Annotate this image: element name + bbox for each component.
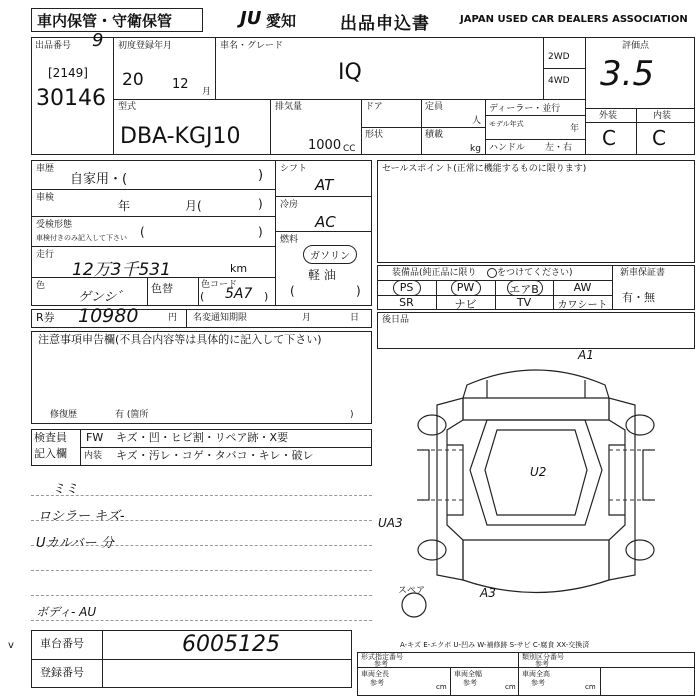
equip-ps: PS xyxy=(399,281,414,294)
inspection-close: ) xyxy=(258,197,263,211)
sales-point-box xyxy=(377,160,695,263)
capacity-label: 定員 xyxy=(425,102,444,112)
repair-label: 修復歴 xyxy=(50,410,78,420)
notes-label: 注意事項申告欄(不具合内容等は具体的に記入して下さい) xyxy=(38,333,322,346)
repair-close: ) xyxy=(350,410,354,420)
height-label: 車両全高 xyxy=(522,670,550,678)
receive-note: 車検付きのみ記入して下さい xyxy=(36,234,127,242)
deadline-month: 月 xyxy=(302,313,312,323)
shape-label: 形状 xyxy=(365,130,384,140)
repair-value: 有 (箇所 xyxy=(115,410,149,420)
load-unit: kg xyxy=(470,144,481,154)
recycle-value: 10980 xyxy=(78,305,139,327)
inspector-fw: FW xyxy=(86,431,104,444)
door-label: ドア xyxy=(365,102,383,112)
length-label: 車両全長 xyxy=(361,670,389,678)
lot-hand-mark: 9 xyxy=(92,30,104,51)
ju-logo: JU xyxy=(240,8,262,29)
color-code-close: ) xyxy=(264,290,269,303)
color-label: 色 xyxy=(36,281,46,291)
equip-circle-pw xyxy=(451,280,481,296)
mileage-unit: km xyxy=(230,262,248,275)
equipment-label-end: をつけてください) xyxy=(497,268,573,278)
sales-point-label: セールスポイント(正常に機能するものに限ります) xyxy=(382,164,587,174)
receive-label: 受検形態 xyxy=(36,220,73,230)
color-value: ゲンシ゛ xyxy=(78,290,130,305)
equip-navi: ナビ xyxy=(454,298,477,311)
damage-mark-u2: U2 xyxy=(530,465,547,479)
exterior-label: 外装 xyxy=(599,111,618,121)
fuel-label: 燃料 xyxy=(280,235,299,245)
equip-circle-ps xyxy=(393,280,421,296)
inspector-int-items: キズ・汚レ・コゲ・タバコ・キレ・破レ xyxy=(116,449,314,462)
fuel-close: ) xyxy=(356,284,361,298)
after-items-box xyxy=(377,312,695,349)
handle-label: ハンドル xyxy=(489,143,526,153)
warranty-label: 新車保証書 xyxy=(620,268,666,278)
mileage-value: 12万3千531 xyxy=(72,260,171,280)
registration-label: 初度登録年月 xyxy=(118,41,173,51)
model-year-unit: 年 xyxy=(570,124,580,134)
damage-mark-a3: A3 xyxy=(480,586,496,600)
width-ref: 参考 xyxy=(463,679,477,687)
interior-label: 内装 xyxy=(653,111,672,121)
equipment-label: 装備品(純正品に限り xyxy=(392,268,477,278)
height-ref: 参考 xyxy=(531,679,545,687)
length-ref: 参考 xyxy=(370,679,384,687)
drive-4wd: 4WD xyxy=(548,76,570,86)
color-change-label: 色替 xyxy=(151,282,173,295)
history-close: ) xyxy=(258,168,264,183)
model-label: 型式 xyxy=(118,102,137,112)
width-label: 車両全幅 xyxy=(454,670,482,678)
equip-sr: SR xyxy=(399,296,414,309)
width-unit: cm xyxy=(505,683,516,691)
lot-number: 30146 xyxy=(36,86,106,111)
deadline-day: 日 xyxy=(350,313,360,323)
length-unit: cm xyxy=(436,683,447,691)
displacement-value: 1000 xyxy=(308,138,342,153)
mileage-label: 走行 xyxy=(36,250,55,260)
inspector-note-2: ロシラー キズ- xyxy=(38,509,125,524)
warranty-options: 有・無 xyxy=(622,291,655,304)
model-year-label: モデル年式 xyxy=(489,120,524,128)
inspection-year: 年 xyxy=(118,199,131,213)
history-label: 車歴 xyxy=(36,164,55,174)
interior-value: C xyxy=(652,126,666,150)
inspector-note-3: Uカルバー 分 xyxy=(36,536,114,551)
chassis-tick: v xyxy=(8,640,14,651)
color-code-value: 5A7 xyxy=(225,286,253,302)
equipment-circle-sample xyxy=(487,268,497,278)
inspection-month: 月( xyxy=(185,199,202,213)
history-value: 自家用・( xyxy=(70,172,128,187)
height-unit: cm xyxy=(585,683,596,691)
inspector-label-2: 記入欄 xyxy=(34,447,67,460)
association-english: JAPAN USED CAR DEALERS ASSOCIATION xyxy=(460,14,688,25)
inspector-ext-items: キズ・凹・ヒビ割・リペア跡・X要 xyxy=(116,431,289,444)
equip-pw: PW xyxy=(456,281,475,294)
spare-label: スペア xyxy=(398,586,426,596)
association-name: 愛知 xyxy=(266,12,297,30)
category-label: 類別区分番号 xyxy=(522,653,564,661)
inspector-int: 内装 xyxy=(84,451,103,461)
damage-mark-ua3: UA3 xyxy=(378,516,403,530)
drive-2wd: 2WD xyxy=(548,52,570,62)
receive-close: ) xyxy=(258,225,263,239)
equip-leather: カワシート xyxy=(557,300,608,311)
equip-tv: TV xyxy=(516,296,532,309)
aircon-label: 冷房 xyxy=(280,200,299,210)
equip-airbag: エアB xyxy=(509,283,539,296)
grade-label: 評価点 xyxy=(622,41,650,51)
registration-number-label: 登録番号 xyxy=(40,666,84,679)
lot-tag: [2149] xyxy=(48,66,88,80)
recycle-unit: 円 xyxy=(168,313,178,323)
fuel-circled: ガソリン xyxy=(303,245,357,264)
damage-mark-a1: A1 xyxy=(578,348,594,362)
designation-label: 形式指定番号 xyxy=(361,653,403,661)
grade-value: 3.5 xyxy=(600,54,655,94)
color-code-open: ( xyxy=(200,290,205,303)
lot-number-label: 出品番号 xyxy=(35,41,72,51)
damage-legend: A-キズ E-エクボ U-凹み W-補修跡 S-サビ C-腐食 XX-交換済 xyxy=(400,641,590,649)
registration-year: 20 xyxy=(122,70,144,90)
form-title: 出品申込書 xyxy=(340,14,430,34)
car-name-value: IQ xyxy=(338,60,362,85)
inspector-note-4: ボディ- AU xyxy=(36,605,97,619)
category-ref: 参考 xyxy=(535,660,549,668)
inspector-note-1: ミミ xyxy=(52,482,79,497)
fuel-option: 軽 油 xyxy=(308,268,336,282)
displacement-unit: CC xyxy=(343,144,356,154)
inspector-label-1: 検査員 xyxy=(34,431,67,444)
equip-aw: AW xyxy=(573,281,592,294)
handle-options: 左・右 xyxy=(545,143,573,153)
recycle-label: R券 xyxy=(36,311,55,324)
chassis-label: 車台番号 xyxy=(40,637,84,650)
aircon-value: AC xyxy=(315,213,336,231)
registration-month-unit: 月 xyxy=(202,87,212,97)
equip-circle-airbag xyxy=(507,280,543,296)
registration-month: 12 xyxy=(172,77,189,92)
deadline-label: 名変通知期限 xyxy=(193,313,248,323)
displacement-label: 排気量 xyxy=(275,102,303,112)
shift-value: AT xyxy=(315,176,334,194)
dealer-label: ディーラー・並行 xyxy=(489,104,561,114)
chassis-value: 6005125 xyxy=(182,632,280,657)
receive-open: ( xyxy=(140,225,145,239)
car-damage-diagram xyxy=(377,350,695,650)
fuel-open: ( xyxy=(290,284,295,298)
load-label: 積載 xyxy=(425,130,444,140)
model-value: DBA-KGJ10 xyxy=(120,124,241,149)
capacity-unit: 人 xyxy=(472,116,482,126)
storage-title: 車内保管・守衛保管 xyxy=(37,12,173,30)
color-code-label: 色コード xyxy=(201,280,238,290)
designation-ref: 参考 xyxy=(374,660,388,668)
inspection-label: 車検 xyxy=(36,193,55,203)
after-items-label: 後日品 xyxy=(382,315,410,325)
shift-label: シフト xyxy=(280,164,308,174)
exterior-value: C xyxy=(602,126,616,150)
car-name-label: 車名・グレード xyxy=(220,41,284,51)
